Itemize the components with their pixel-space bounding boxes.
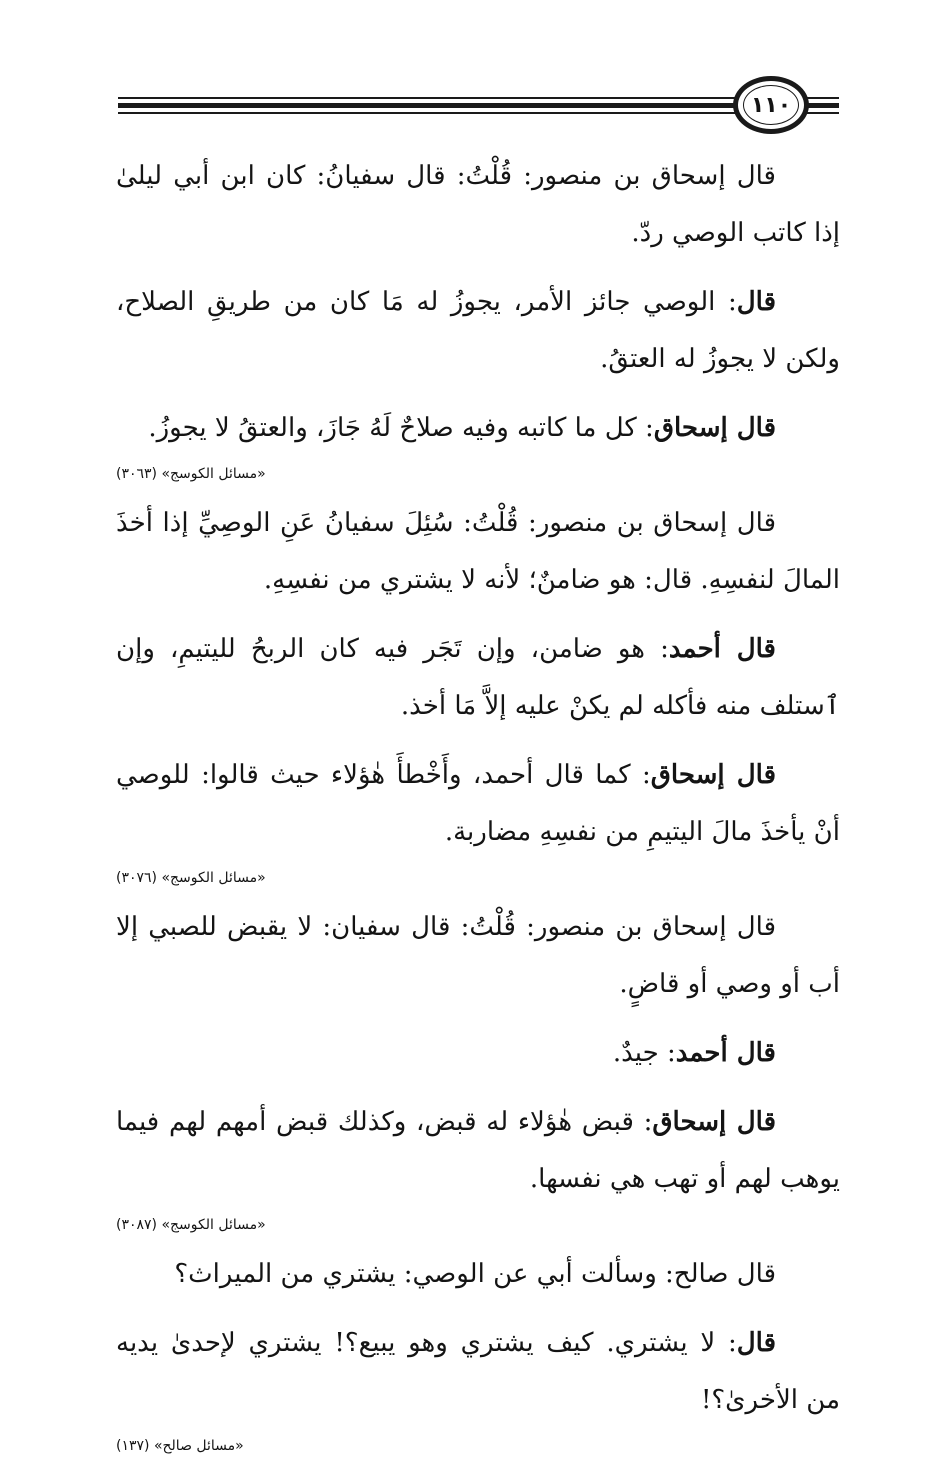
page-number: ١١٠	[743, 85, 799, 125]
source-reference: «مسائل صالح» (١٣٧)	[116, 1438, 244, 1454]
text-paragraph	[116, 899, 840, 1013]
speaker-label: قال إسحاق	[650, 760, 776, 790]
text-paragraph	[116, 621, 840, 735]
page-header	[0, 0, 937, 150]
page-number-badge	[733, 76, 809, 134]
paragraph-text: : لا يشتري. كيف يشتري وهو يبيع؟! يشتري لإحدىٰ يديه من الأخرىٰ؟!	[116, 1328, 840, 1415]
paragraph-text: : جيدٌ.	[612, 1038, 676, 1068]
speaker-label: قال	[736, 1328, 776, 1358]
page-body	[116, 148, 840, 1467]
paragraph-text: قال صالح: وسألت أبي عن الوصي: يشتري من الميراث؟	[174, 1259, 776, 1289]
speaker-label: قال إسحاق	[653, 413, 776, 443]
source-reference: «مسائل الكوسج» (٣٠٧٦)	[116, 870, 266, 886]
header-rule-bottom	[118, 112, 839, 114]
paragraph-text: : كما قال أحمد، وأَخْطأَ هٰؤلاء حيث قالوا: للوصي أنْ يأخذَ مالَ اليتيمِ من نفسِهِ مضاربة.	[116, 760, 840, 847]
paragraph-text: : الوصي جائز الأمر، يجوزُ له مَا كان من طريقِ الصلاح، ولكن لا يجوزُ له العتقُ.	[116, 287, 840, 374]
text-paragraph	[116, 274, 840, 388]
text-paragraph	[116, 495, 840, 609]
text-paragraph	[116, 1246, 840, 1303]
text-paragraph	[116, 747, 840, 861]
header-rule-top	[118, 97, 839, 99]
speaker-label: قال أحمد	[675, 1038, 776, 1068]
speaker-label: قال	[736, 287, 776, 317]
paragraph-text: : قبض هٰؤلاء له قبض، وكذلك قبض أمهم لهم فيما يوهب لهم أو تهب هي نفسها.	[116, 1107, 840, 1194]
speaker-label: قال إسحاق	[652, 1107, 776, 1137]
speaker-label: قال أحمد	[668, 634, 776, 664]
paragraph-text: : كل ما كاتبه وفيه صلاحٌ لَهُ جَازَ، والعتقُ لا يجوزُ.	[148, 413, 654, 443]
paragraph-text: قال إسحاق بن منصور: قُلْتُ: سُئِلَ سفيانُ عَنِ الوصِيِّ إذا أخذَ المالَ لنفسِهِ. قال: هو ضامنٌ؛ لأنه لا يشتري من نفسِهِ.	[116, 508, 840, 595]
text-paragraph	[116, 1025, 840, 1082]
paragraph-text: : هو ضامن، وإن تَجَر فيه كان الربحُ لليتيمِ، وإن ٱستلف منه فأكله لم يكنْ عليه إلاَّ مَا أخذ.	[116, 634, 840, 721]
paragraph-text: قال إسحاق بن منصور: قُلْتُ: قال سفيان: لا يقبض للصبي إلا أب أو وصي أو قاضٍ.	[116, 912, 840, 999]
source-reference: «مسائل الكوسج» (٣٠٨٧)	[116, 1217, 266, 1233]
text-paragraph	[116, 1094, 840, 1208]
text-paragraph	[116, 148, 840, 262]
text-paragraph	[116, 400, 840, 457]
header-rule-thick	[118, 103, 839, 108]
source-reference: «مسائل الكوسج» (٣٠٦٣)	[116, 466, 266, 482]
paragraph-text: قال إسحاق بن منصور: قُلْتُ: قال سفيانُ: كان ابن أبي ليلىٰ إذا كاتب الوصي ردّ.	[116, 161, 840, 248]
text-paragraph	[116, 1315, 840, 1429]
